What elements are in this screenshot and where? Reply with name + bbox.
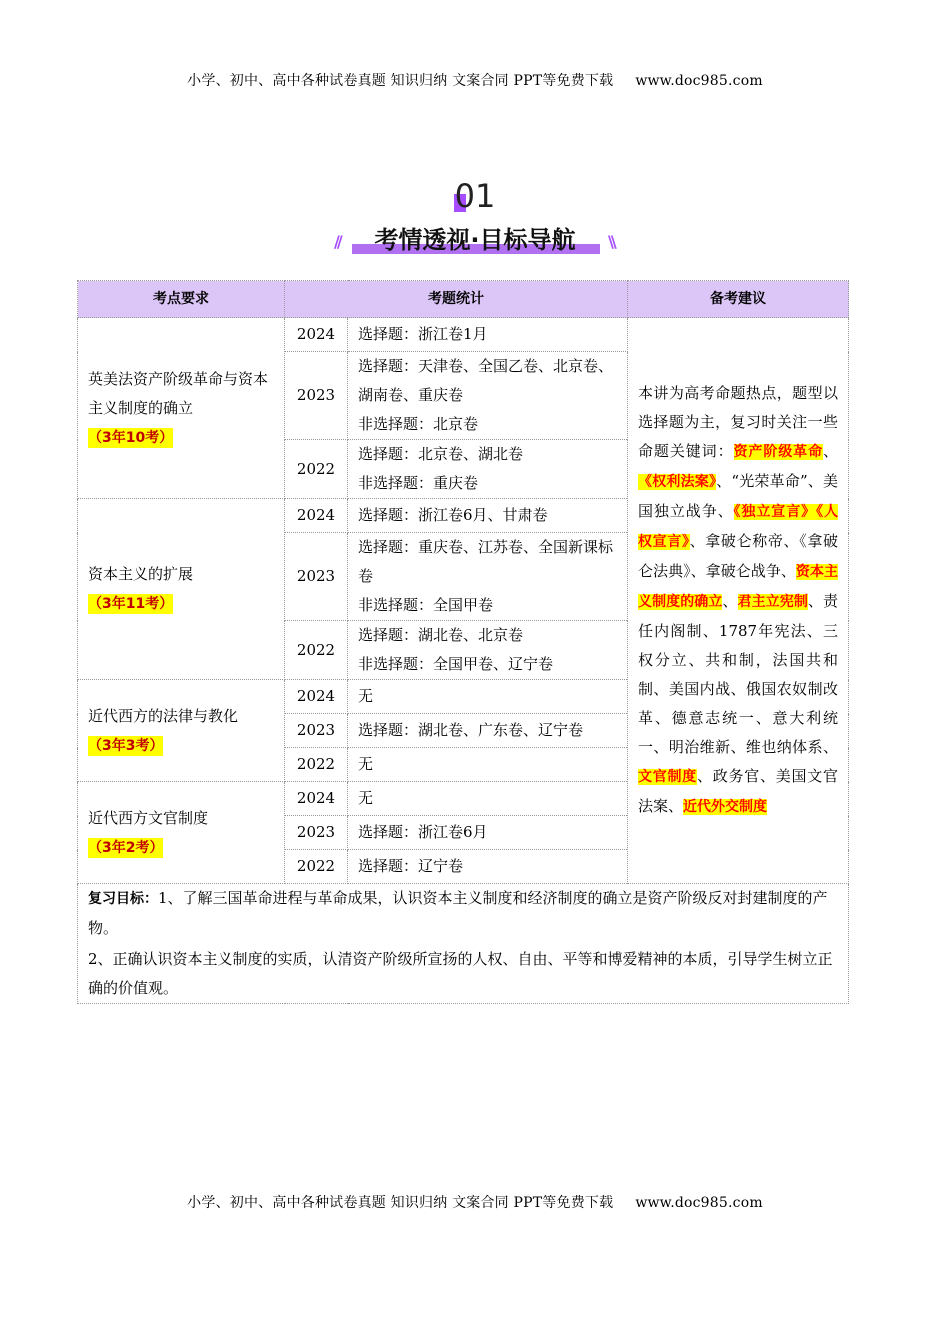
advice-text: 、“光荣革命”、美国独立战争、 xyxy=(638,472,838,520)
exam-stats-cell xyxy=(348,782,628,816)
year-cell: 2023 xyxy=(285,352,348,440)
review-goal-label: 复习目标： xyxy=(88,891,158,907)
exam-stats-cell xyxy=(348,816,628,850)
year-cell: 2023 xyxy=(285,816,348,850)
header-url[interactable]: www.doc985.com xyxy=(635,73,763,89)
year-cell: 2022 xyxy=(285,621,348,680)
advice-text: 、 xyxy=(822,442,838,460)
exam-stats-line: 选择题：湖北卷、广东卷、辽宁卷 xyxy=(358,721,584,739)
review-goal-row xyxy=(78,884,849,1004)
exam-stats-line: 选择题：浙江卷6月、甘肃卷 xyxy=(358,506,548,524)
advice-text: 本讲为高考命题热点，题型以选择题为主，复习时关注一些命题关键词： xyxy=(638,384,838,460)
page-header xyxy=(0,70,950,90)
topic-name: 近代西方文官制度 xyxy=(88,808,209,827)
exam-stats-cell xyxy=(348,318,628,352)
exam-stats-cell xyxy=(348,748,628,782)
exam-stats-line: 选择题：辽宁卷 xyxy=(358,857,464,875)
exam-stats-line: 无 xyxy=(358,755,374,773)
exam-stats-line: 选择题：天津卷、全国乙卷、北京卷、湖南卷、重庆卷 xyxy=(358,357,614,404)
exam-stats-line: 选择题：浙江卷1月 xyxy=(358,325,488,343)
advice-keyword-highlight: 近代外交制度 xyxy=(683,799,768,815)
topic-name: 资本主义的扩展 xyxy=(88,565,194,583)
exam-stats-line: 非选择题：全国甲卷 xyxy=(358,596,494,614)
exam-stats-cell xyxy=(348,499,628,533)
footer-url[interactable]: www.doc985.com xyxy=(635,1195,763,1211)
exam-stats-line: 选择题：北京卷、湖北卷 xyxy=(358,445,524,463)
exam-stats-line: 选择题：浙江卷6月 xyxy=(358,823,488,841)
exam-stats-line: 选择题：湖北卷、北京卷 xyxy=(358,626,524,644)
advice-keyword-highlight: 资产阶级革命 xyxy=(733,444,823,460)
exam-stats-line: 选择题：重庆卷、江苏卷、全国新课标卷 xyxy=(358,538,614,585)
section-number-text: 01 xyxy=(454,177,496,215)
section-title: 考情透视·目标导航 xyxy=(374,226,576,254)
header-text: 小学、初中、高中各种试卷真题 知识归纳 文案合同 PPT等免费下载 xyxy=(187,73,614,89)
exam-stats-cell xyxy=(348,850,628,884)
right-slash-decoration: \\ xyxy=(608,232,614,251)
table-header-row xyxy=(78,281,849,318)
year-cell: 2022 xyxy=(285,850,348,884)
left-slash-decoration: // xyxy=(334,232,340,251)
topic-cell xyxy=(78,782,285,884)
section-title-banner xyxy=(0,218,950,258)
topic-exam-count: （3年3考） xyxy=(88,737,164,754)
review-goal-line-1 xyxy=(88,884,838,943)
year-cell: 2023 xyxy=(285,714,348,748)
advice-cell xyxy=(628,318,849,884)
topic-cell xyxy=(78,680,285,782)
advice-keyword-highlight: 君主立宪制 xyxy=(737,594,808,610)
page-footer xyxy=(0,1192,950,1212)
year-cell: 2022 xyxy=(285,748,348,782)
year-cell: 2024 xyxy=(285,680,348,714)
year-cell: 2023 xyxy=(285,533,348,621)
exam-stats-line: 非选择题：北京卷 xyxy=(358,415,479,433)
review-goal-cell xyxy=(78,884,849,1004)
topic-exam-count: （3年10考） xyxy=(88,429,174,446)
exam-stats-cell xyxy=(348,533,628,621)
year-cell: 2024 xyxy=(285,782,348,816)
advice-text: 、拿破仑称帝、《拿破仑法典》、拿破仑战争、 xyxy=(638,532,838,580)
topic-exam-count: （3年2考） xyxy=(88,839,164,856)
advice-keyword-highlight: 《独立宣言》《人权宣言》 xyxy=(638,504,838,550)
exam-stats-cell xyxy=(348,680,628,714)
year-cell: 2022 xyxy=(285,440,348,499)
exam-analysis-table xyxy=(77,280,849,1004)
topic-cell xyxy=(78,499,285,680)
advice-text: 、责任内阁制、1787年宪法、三权分立、共和制，法国共和制、美国内战、俄国农奴制改革、德意志统一、意大利统一、明治维新、维也纳体系、 xyxy=(638,592,838,756)
advice-text: 、政务官、美国文官法案、 xyxy=(638,767,838,815)
year-cell: 2024 xyxy=(285,318,348,352)
advice-keyword-highlight: 资本主义制度的确立 xyxy=(638,564,838,610)
header-topic: 考点要求 xyxy=(78,281,285,318)
exam-stats-line: 非选择题：重庆卷 xyxy=(358,474,479,492)
topic-exam-count: （3年11考） xyxy=(88,596,174,612)
exam-stats-cell xyxy=(348,440,628,499)
topic-name: 近代西方的法律与教化 xyxy=(88,706,239,725)
topic-name: 英美法资产阶级革命与资本主义制度的确立 xyxy=(88,369,269,417)
exam-stats-cell xyxy=(348,621,628,680)
topic-cell xyxy=(78,318,285,499)
exam-stats-line: 无 xyxy=(358,687,374,705)
review-goal-text-1: 1、了解三国革命进程与革命成果，认识资本主义制度和经济制度的确立是资产阶级反对封建制度的产物。 xyxy=(88,889,828,937)
exam-stats-cell xyxy=(348,352,628,440)
advice-keyword-highlight: 文官制度 xyxy=(638,769,697,785)
exam-stats-line: 非选择题：全国甲卷、辽宁卷 xyxy=(358,655,554,673)
section-number xyxy=(0,177,950,215)
year-cell: 2024 xyxy=(285,499,348,533)
footer-text: 小学、初中、高中各种试卷真题 知识归纳 文案合同 PPT等免费下载 xyxy=(187,1195,614,1211)
advice-keyword-highlight: 《权利法案》 xyxy=(638,474,717,490)
table-row xyxy=(78,318,849,352)
review-goal-line-2: 2、正确认识资本主义制度的实质，认清资产阶级所宣扬的人权、自由、平等和博爱精神的本质，引导学生树立正确的价值观。 xyxy=(88,950,833,997)
header-advice: 备考建议 xyxy=(628,281,849,318)
exam-stats-cell xyxy=(348,714,628,748)
advice-text: 、 xyxy=(722,592,738,610)
exam-stats-line: 无 xyxy=(358,789,374,807)
header-stats: 考题统计 xyxy=(285,281,628,318)
